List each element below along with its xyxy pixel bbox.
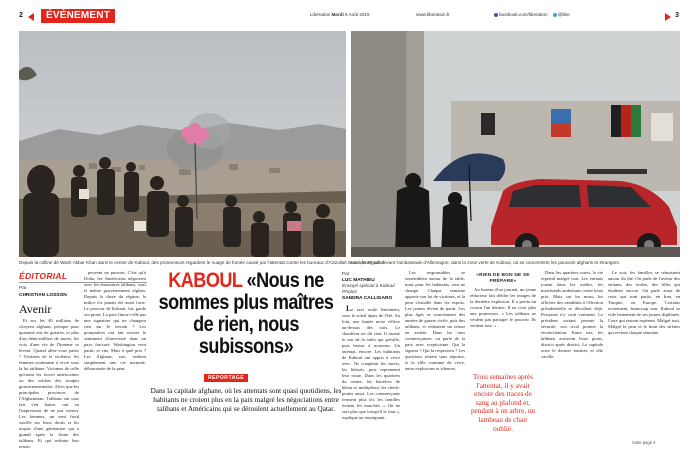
photo-kabul-hill (19, 31, 346, 257)
byline-author-2: SANDRA CALLIGARO (342, 296, 393, 301)
editorial-column-2 (84, 270, 146, 438)
page-header (0, 9, 700, 27)
arrow-right-icon (665, 13, 671, 21)
article-byline (342, 272, 395, 302)
editorial-title: Avenir (19, 302, 52, 316)
article-deck: Dans la capitale afghane, où les attentats sont quasi quotidiens, les habitants ne croient plus en la paix malgré les négociations entre talibans et Américains qui se déroulent actuellement au Qatar. (150, 387, 342, 414)
photo-kabul-hill-image (19, 31, 346, 257)
arrow-left-icon (28, 13, 34, 21)
article-text-4: Les responsables se rassemblent autour de la table, mais pour les habitants, rien ne change. Chaque semaine apporte son lot de victimes, et la peur s'installe dans les esprits. Les jeunes rêvent de partir. Les plus âgés se souviennent des années de guerre civile, puis des talibans, et redoutent un retour en arrière. Dans les rues commerçantes, on parle de la paix avec scepticisme. Qui la signera ? Qui la respectera ? Les questions restent sans réponse, et la ville continue de vivre, entre explosions et silences. (405, 270, 465, 371)
editorial-author: CHRISTIAN LOSSON (19, 293, 67, 298)
twitter-link[interactable]: @libe (557, 12, 570, 17)
social-links (490, 12, 570, 17)
article-column-6 (541, 270, 603, 440)
photo-kabul-street-image (351, 31, 680, 257)
paper-dateline-left: Libération Mardi 6 Août 2019 (310, 12, 370, 17)
headline-quote: «Nous ne sommes plus maîtres de rien, nous subissons» (158, 269, 334, 358)
article-column-7 (608, 270, 680, 438)
editorial-by: Par (19, 286, 27, 291)
pull-quote: Trois semaines après l'attentat, il y avait encore des traces de sang au plafond et, pendant à un arbre, un lambeau de chair oublié. (470, 373, 536, 433)
editorial-text-1: Et sur les 40 millions de citoyens afghans, presque pour quarante ans de guerres, et plus d'un demi-million de morts, les voix d'une vie de l'homme se lèvent. Quand allez-vous partir ? Victimes de la violence, les femmes continuent à vivre sous la loi talibane. Victimes de celle qu'usent les forces américaines ou des soldats des troupes gouvernementales. Alors que les principales provinces de l'Afghanistan. Talibans ont tous fait s'en battre, ont eu l'impression de ne pas exister. Les femmes, un vent froid souffle sur leurs droits et les acquis d'une génération qui a grandi après la chute des talibans. Et qui redoute leur retour. (19, 318, 79, 449)
reportage-label: REPORTAGE (204, 374, 248, 382)
twitter-icon (553, 13, 557, 17)
headline-city: KABOUL (168, 269, 243, 292)
page-number-right: 3 (675, 12, 679, 19)
site-url[interactable]: www.liberation.fr (416, 12, 450, 17)
editorial-column-1 (19, 318, 79, 449)
photo-caption-left: Depuis la colline de Wazir Akbar Khan dans le centre de Kaboul, des promeneurs regardent le nuage de fumée causé par l'attentat contre les bureaux d'Azizullah Baiati, le 28 juillet. (19, 260, 386, 265)
byline-author-1: LUC MATHIEU (342, 278, 375, 283)
article-text-5: Au bureau d'un journal, un jeune rédacteur fait défiler les images de la dernière explosion. Il a perdu un cousin l'an dernier. Il ne croit plus aux promesses. « Les talibans ne veulent pas partager le pouvoir. Ils veulent tout. » (470, 287, 536, 328)
article-subhead: «RIEN DE BON NE SE PRÉPARE» (476, 273, 530, 284)
headline (154, 270, 338, 358)
article-column-3 (342, 306, 400, 440)
article-text-7: Le soir, les familles se réunissent autour du thé. On parle de l'avenir des enfants, des écoles, des filles qui étudient encore. On parle aussi de ceux qui sont partis, en Iran, en Turquie, en Europe. Certains reviennent, beaucoup non. Kaboul se vide lentement de ses jeunes diplômés. Ceux qui restent espèrent. Malgré tout. Malgré la peur et le bruit des sirènes qui revient chaque semaine. (608, 270, 680, 335)
facebook-link[interactable]: facebook.com/liberation (499, 12, 548, 17)
byline-role: Envoyé spécial à Kaboul (342, 284, 395, 289)
byline-by: Par (342, 272, 350, 277)
section-rubric: ÉVÉNEMENT (41, 9, 115, 23)
editorial-kicker: ÉDITORIAL (19, 271, 68, 281)
article-text-3: Le taxi roule lentement, sous le soleil épais de l'été. Au loin, une fumée noire s'élève au-dessus des toits. Le chauffeur ne dit rien. Il monte le son de la radio qui grésille, puis baisse à nouveau. Un attentat, encore. Les habitants de Kaboul ont appris à vivre avec. Ils comptent les morts, les blessés, puis reprennent leur route. Dans les quartiers du centre, les barrières de béton se multiplient, les check-points aussi. Les commerçants ferment plus tôt, les familles évitent les marchés. « On ne sort plus que lorsqu'il le faut », explique un enseignant. (342, 304, 400, 420)
editorial-text-2: peuvent ne pouvoir. C'est qu'à Doha, les Américains négocient avec les émissaires talibans, sous le même gouvernement afghan. Depuis la chute du régime, la milice n'a jamais été aussi forte. Le pouvoir de Kaboul, lui, garde ses pions. La paix finira-t-elle par une signature qui ne changera rien sur le terrain ? Les pourparlers ont fait exister le sentiment d'ouverture dans un pays fracturé. Washington veut partir, et vite. Mais à quel prix ? Les Afghans, eux, veulent simplement une vie normale, débarrassée de la peur. (84, 270, 146, 371)
article-text-6: Dans les quartiers ouest, la vie reprend malgré tout. Les enfants jouent dans les ruelles, les marchands ambulants crient leurs prix. Mais sur les murs, les affiches des candidats à l'élection présidentielle se décollent déjà. Personne n'y croit vraiment. Le président sortant promet la sécurité, son rival promet la réconciliation. Entre eux, les talibans avancent leurs pions, district après district. La capitale reste le dernier bastion, et elle vacille. (541, 270, 603, 359)
article-column-5 (470, 270, 536, 372)
photo-caption-right: Le même jour, devant l'ambassade d'Allemagne, dans la zone verte de Kaboul, où se concentrent les pouvoirs afghans et étrangers. (351, 260, 621, 265)
article-column-4 (405, 270, 465, 440)
photo-kabul-street (351, 31, 680, 257)
byline-photo: Photos (342, 290, 357, 295)
continued-link[interactable]: Suite page 4 (632, 440, 656, 445)
facebook-icon (494, 13, 498, 17)
page-number-left: 2 (19, 12, 23, 19)
